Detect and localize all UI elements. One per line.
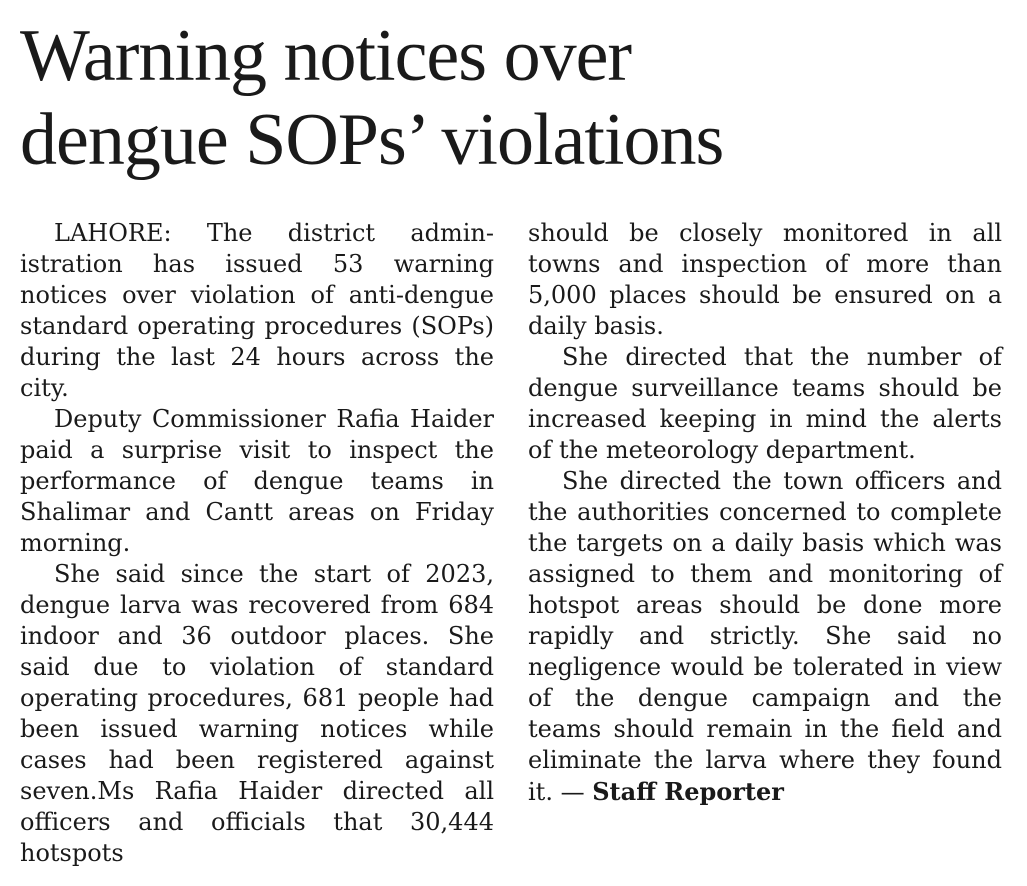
paragraph-5-text: She directed the town officers and the authorities concerned to complete the targets on a daily basis which was assigned to them and monitoring of hotspot areas should be done more rapidly and strictly. She said no negligence would be tolerated in view of the dengue campaign and the teams should remain in the field and eliminate the larva where they found it. —: [528, 467, 1002, 806]
paragraph-3-continued: should be closely monitored in all towns and inspection of more than 5,000 places should be ensured on a daily basis.: [528, 219, 1002, 340]
paragraph-5: [528, 466, 1002, 808]
paragraph-2: Deputy Commissioner Rafia Haider paid a surprise visit to inspect the performance of dengue teams in Shalimar and Cantt areas on Friday morning.: [20, 405, 494, 557]
article-column-left: [20, 218, 494, 869]
headline-line-1: Warning notices over: [20, 15, 632, 97]
byline: Staff Reporter: [592, 777, 784, 806]
article-column-right: [528, 218, 1002, 808]
headline: [20, 14, 1020, 182]
paragraph-1: LAHORE: The district administration has issued 53 warning notices over violation of anti-dengue standard operating procedures (SOPs) during the last 24 hours across the city.: [20, 219, 494, 402]
headline-line-2: dengue SOPs’ violations: [20, 99, 724, 181]
paragraph-3: She said since the start of 2023, dengue larva was recovered from 684 indoor and 36 outdoor places. She said due to violation of standard operating procedures, 681 people had been issued warning notices while cases had been registered against seven.Ms Rafia Haider directed all officers and officials that 30,444 hotspots: [20, 560, 494, 867]
paragraph-4: She directed that the number of dengue surveillance teams should be increased keeping in mind the alerts of the meteorology department.: [528, 343, 1002, 464]
